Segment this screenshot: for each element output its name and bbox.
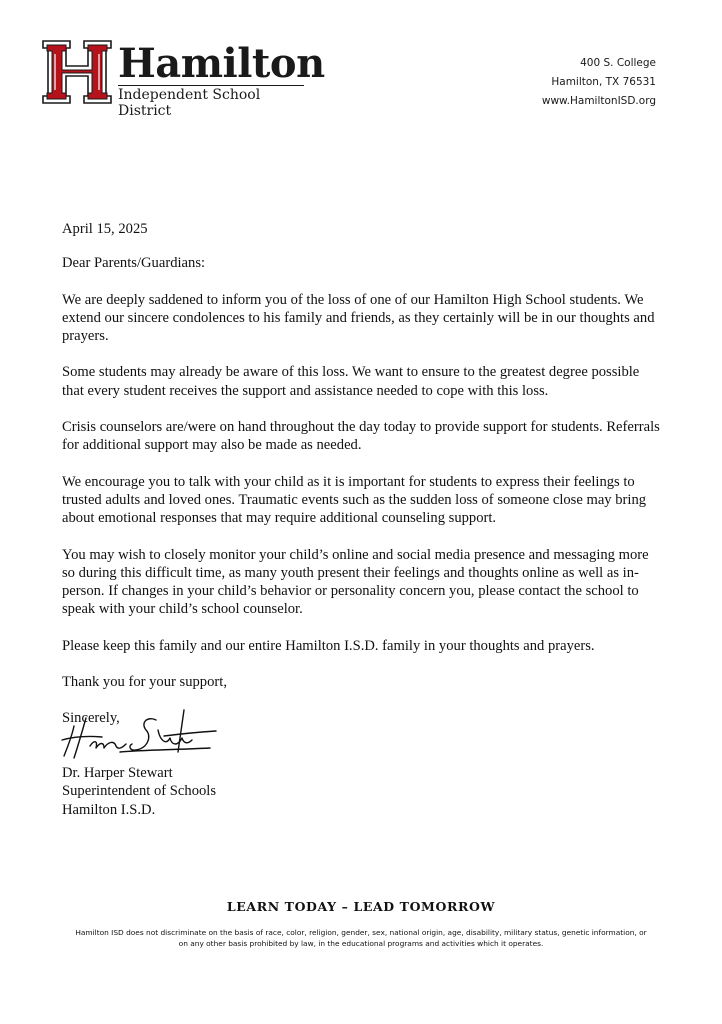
- handwritten-signature-icon: [60, 706, 220, 762]
- letter-paragraph: You may wish to closely monitor your child’s online and social media presence and messaging more so during this difficult time, as many youth present their feelings and thoughts online as well as in-person. If changes in your child’s behavior or personality concern you, please contact the school to speak with your child’s school counselor.: [62, 546, 649, 618]
- signer-block: [62, 764, 216, 819]
- letter-paragraph: We are deeply saddened to inform you of the loss of one of our Hamilton High School students. We extend our sincere condolences to his family and friends, as they certainly will be in our thoughts and prayers.: [62, 291, 655, 345]
- hamilton-h-logo-icon: [42, 40, 112, 104]
- district-subtitle: Independent School District: [118, 85, 304, 119]
- address-city: Hamilton, TX 76531: [551, 76, 656, 88]
- letter-paragraph: Please keep this family and our entire Hamilton I.S.D. family in your thoughts and prayers.: [62, 637, 595, 654]
- letter-salutation: Dear Parents/Guardians:: [62, 255, 206, 272]
- nondiscrimination-line: Hamilton ISD does not discriminate on the basis of race, color, religion, gender, sex, national origin, age, disability, military status, genetic information, or: [75, 928, 647, 937]
- letter-date: April 15, 2025: [62, 221, 148, 237]
- district-name: Hamilton: [118, 40, 325, 87]
- signer-title: Superintendent of Schools: [62, 783, 217, 800]
- district-address: [542, 54, 656, 111]
- district-motto: LEARN TODAY – LEAD TOMORROW: [226, 899, 496, 914]
- address-website: www.HamiltonISD.org: [541, 95, 656, 107]
- letter-closing: Sincerely,: [62, 710, 120, 727]
- letter-paragraph: Some students may already be aware of this loss. We want to ensure to the greatest degree possible that every student receives the support and assistance needed to cope with this loss.: [62, 364, 640, 399]
- letter-body: [62, 220, 662, 728]
- nondiscrimination-statement: [55, 928, 667, 949]
- letter-paragraph: Crisis counselors are/were on hand throughout the day today to provide support for students. Referrals for additional support may also be made as needed.: [62, 419, 660, 454]
- signer-name: Dr. Harper Stewart: [62, 765, 173, 781]
- letter-paragraph: We encourage you to talk with your child as it is important for students to express their feelings to trusted adults and loved ones. Traumatic events such as the sudden loss of someone close may bring about emotional responses that may require additional counseling support.: [62, 473, 647, 527]
- letter-thanks: Thank you for your support,: [62, 674, 227, 691]
- signer-organization: Hamilton I.S.D.: [62, 801, 156, 818]
- address-street: 400 S. College: [580, 57, 656, 69]
- nondiscrimination-line: on any other basis prohibited by law, in the educational programs and activities which it operates.: [178, 938, 544, 948]
